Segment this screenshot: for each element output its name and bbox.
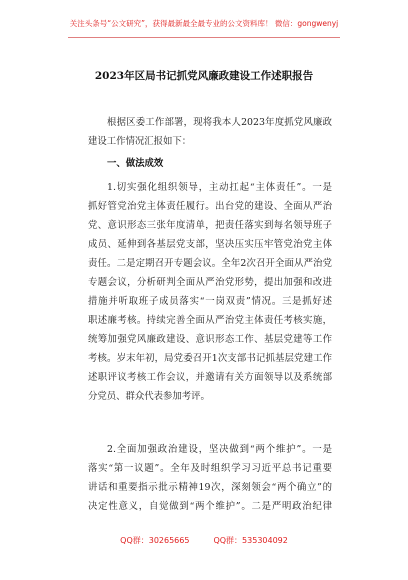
footer-qq-group-1: QQ群：30265665 [120,536,190,545]
paragraph-line: 述职评议考核工作会议，并邀请有关方面领导以及系统部 [88,372,332,383]
paragraph-line: 抓好管党治党主体责任履行。出台党的建设、全面从严治 [88,201,332,212]
section-heading: 一、做法成效 [107,158,164,169]
paragraph-line: 考核。岁末年初，局党委召开1次支部书记抓基层党建工作 [88,353,332,364]
intro-paragraph [88,113,332,151]
paragraph-line: 党、意识形态三张年度清单，把责任落实到每名领导班子 [88,220,332,231]
intro-line: 建设工作情况汇报如下： [88,136,192,147]
intro-line: 根据区委工作部署，现将我本人2023年度抓党风廉政 [107,117,332,128]
paragraph-1 [88,178,332,406]
paragraph-line: 2.全面加强政治建设，坚决做到“两个维护”。一是 [107,444,332,455]
paragraph-2 [88,440,332,516]
paragraph-line: 落实“第一议题”。全年及时组织学习习近平总书记重要 [88,463,332,474]
paragraph-line: 决定性意义，自觉做到“两个维护”。二是严明政治纪律 [88,501,332,512]
paragraph-line: 分党员、群众代表参加考评。 [88,391,210,402]
paragraph-line: 责任。二是定期召开专题会议。全年2次召开全面从严治党 [88,258,332,269]
header-banner: 关注头条号“公文研究”，获得最新最全最专业的公文资料库！ 微信：gongwenyj [69,19,339,28]
footer-contact [0,535,408,546]
paragraph-line: 1.切实强化组织领导，主动扛起“主体责任”。一是 [107,182,332,193]
document-title: 2023年区局书记抓党风廉政建设工作述职报告 [94,70,314,82]
paragraph-line: 专题会议，分析研判全面从严治党形势，提出加强和改进 [88,277,332,288]
paragraph-line: 成员、延伸到各基层党支部，坚决压实压牢管党治党主体 [88,239,332,250]
header-divider [68,37,340,38]
paragraph-line: 措施并听取班子成员落实“一岗双责”情况。三是抓好述 [88,296,332,307]
paragraph-line: 讲话和重要指示批示精神19次，深刻领会“两个确立”的 [88,482,332,493]
paragraph-line: 职述廉考核。持续完善全面从严治党主体责任考核实施， [88,315,332,326]
footer-qq-group-2: QQ群：535304092 [213,536,288,545]
paragraph-line: 统筹加强党风廉政建设、意识形态工作、基层党建等工作 [88,334,332,345]
